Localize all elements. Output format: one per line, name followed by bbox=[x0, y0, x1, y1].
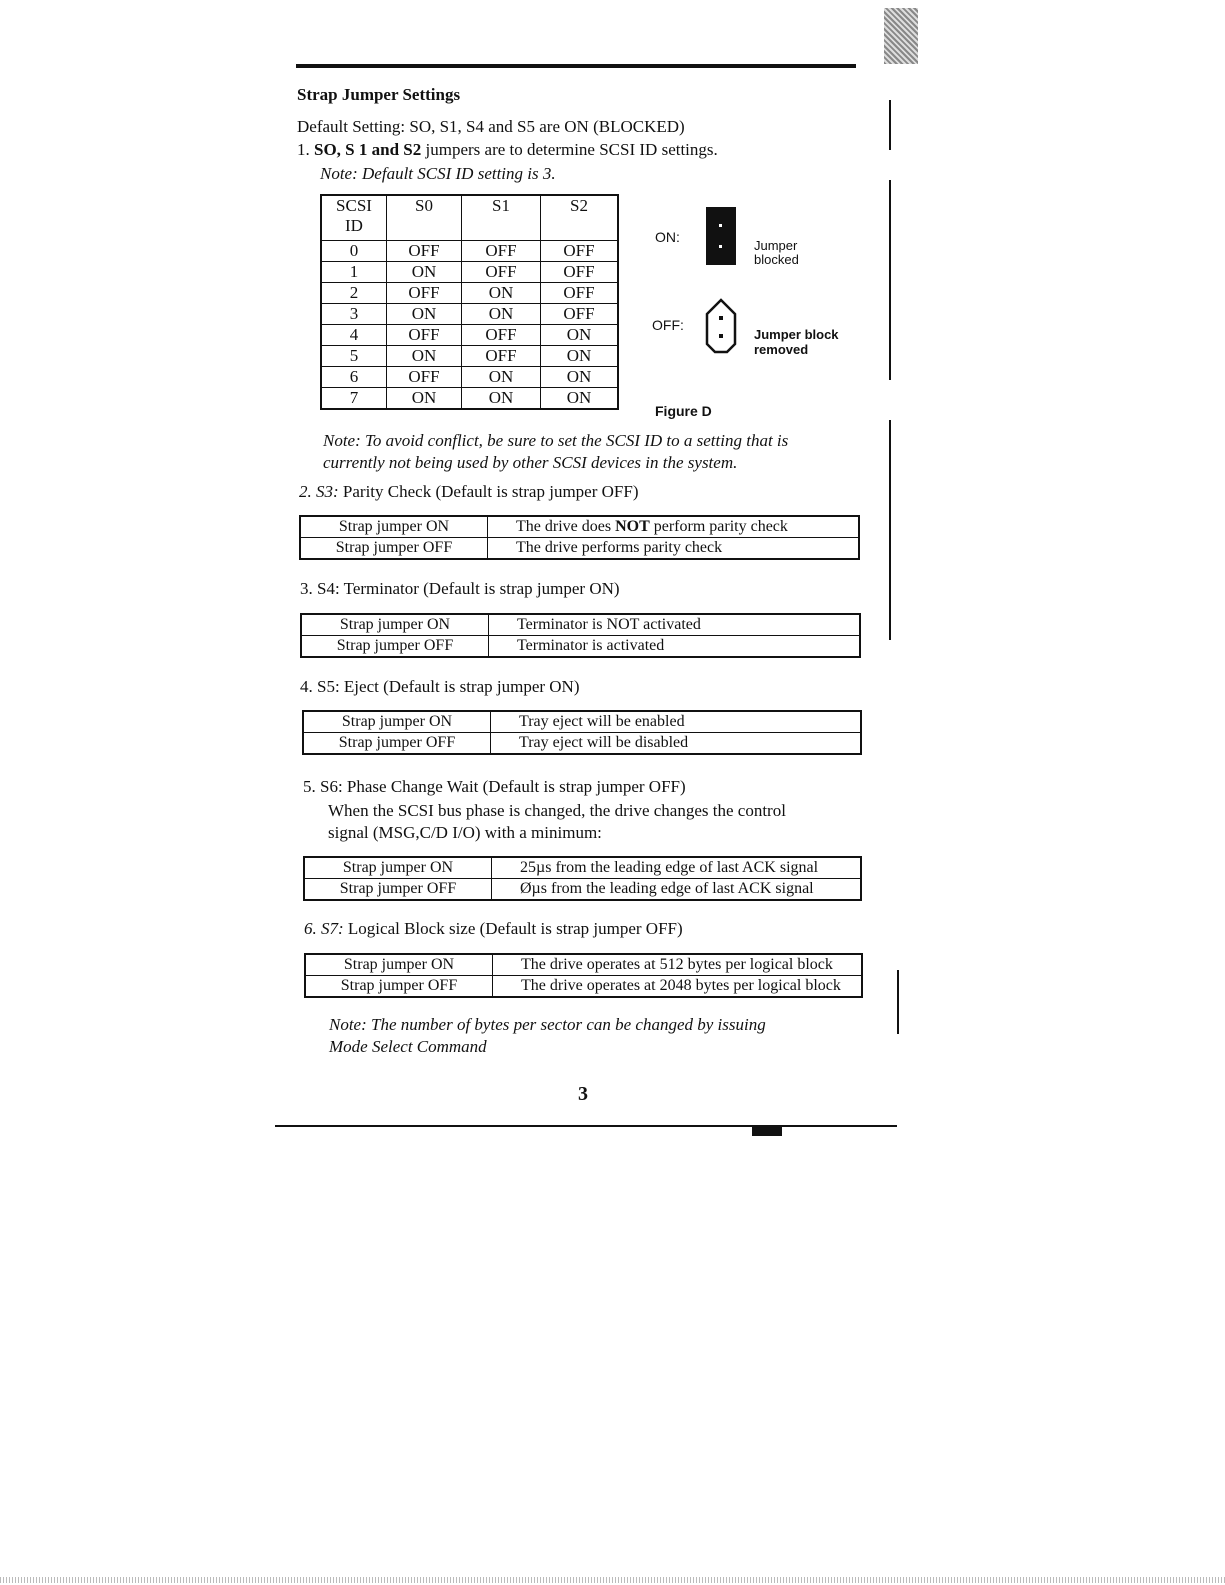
cell-s1: ON bbox=[462, 367, 541, 388]
item1-text-b: S2 bbox=[403, 140, 422, 159]
table-row bbox=[300, 516, 859, 538]
jumper-cell: Strap jumper ON bbox=[303, 711, 491, 733]
cell-s1: OFF bbox=[462, 262, 541, 283]
item3-heading: 3. S4: Terminator (Default is strap jumper ON) bbox=[300, 579, 620, 598]
desc-cell: 25µs from the leading edge of last ACK signal bbox=[492, 857, 862, 879]
figure-off-desc-1: Jumper block bbox=[754, 327, 839, 342]
desc-cell: Tray eject will be enabled bbox=[491, 711, 862, 733]
header-scsi-id: SCSI ID bbox=[321, 195, 387, 241]
item6-heading-b: Logical Block size (Default is strap jumper OFF) bbox=[347, 919, 683, 938]
conflict-note-line1: Note: To avoid conflict, be sure to set the SCSI ID to a setting that is bbox=[323, 431, 789, 450]
table-row bbox=[304, 857, 861, 879]
item5-heading: 5. S6: Phase Change Wait (Default is strap jumper OFF) bbox=[303, 777, 686, 796]
table-row bbox=[303, 711, 861, 733]
cell-s1: OFF bbox=[462, 346, 541, 367]
desc-cell: Terminator is NOT activated bbox=[489, 614, 861, 636]
jumper-cell: Strap jumper ON bbox=[300, 516, 488, 538]
logical-block-table bbox=[304, 953, 863, 998]
figure-on-desc-1: Jumper bbox=[754, 238, 798, 253]
table-row bbox=[300, 538, 859, 560]
table-row bbox=[301, 614, 860, 636]
cell-s2: OFF bbox=[541, 283, 619, 304]
table-row bbox=[321, 304, 618, 325]
desc-cell: Tray eject will be disabled bbox=[491, 733, 862, 755]
bottom-rule-mark bbox=[752, 1126, 782, 1136]
desc-cell: The drive operates at 2048 bytes per logical block bbox=[493, 976, 863, 998]
final-note-line2: Mode Select Command bbox=[329, 1037, 487, 1056]
parity-check-table bbox=[299, 515, 860, 560]
jumper-cell: Strap jumper ON bbox=[301, 614, 489, 636]
conflict-note-line2: currently not being used by other SCSI devices in the system. bbox=[323, 453, 738, 472]
table-row bbox=[321, 241, 618, 262]
cell-s0: OFF bbox=[387, 241, 462, 262]
jumper-cell: Strap jumper ON bbox=[304, 857, 492, 879]
item2-heading bbox=[299, 481, 638, 503]
item4-heading: 4. S5: Eject (Default is strap jumper ON) bbox=[300, 677, 580, 696]
desc-b: NOT bbox=[615, 518, 650, 535]
table-row bbox=[321, 325, 618, 346]
cell-s2: OFF bbox=[541, 262, 619, 283]
cell-s2: ON bbox=[541, 367, 619, 388]
header-s1: S1 bbox=[462, 195, 541, 241]
margin-line-3 bbox=[889, 420, 891, 640]
cell-s0: OFF bbox=[387, 367, 462, 388]
margin-line-2 bbox=[889, 180, 891, 380]
item5-para2: signal (MSG,C/D I/O) with a minimum: bbox=[328, 823, 602, 842]
cell-id: 0 bbox=[321, 241, 387, 262]
final-note-line1: Note: The number of bytes per sector can be changed by issuing bbox=[329, 1015, 766, 1034]
jumper-removed-icon bbox=[703, 296, 739, 360]
table-row bbox=[305, 976, 862, 998]
desc-cell: Øµs from the leading edge of last ACK signal bbox=[492, 879, 862, 901]
cell-id: 2 bbox=[321, 283, 387, 304]
jumper-cell: Strap jumper OFF bbox=[303, 733, 491, 755]
cell-s0: ON bbox=[387, 346, 462, 367]
phase-change-table bbox=[303, 856, 862, 901]
figure-off-label: OFF: bbox=[652, 317, 684, 333]
item2-heading-b: Parity Check (Default is strap jumper OFF) bbox=[342, 482, 639, 501]
jumper-cell: Strap jumper ON bbox=[305, 954, 493, 976]
default-setting: Default Setting: SO, S1, S4 and S5 are ON (BLOCKED) bbox=[297, 117, 685, 136]
table-row bbox=[321, 388, 618, 410]
figure-off-desc-2: removed bbox=[754, 342, 809, 357]
desc-cell: The drive performs parity check bbox=[488, 538, 860, 560]
cell-s2: ON bbox=[541, 325, 619, 346]
scsi-id-table bbox=[320, 194, 619, 410]
cell-s0: ON bbox=[387, 262, 462, 283]
page-heading: Strap Jumper Settings bbox=[297, 85, 461, 104]
jumper-cell: Strap jumper OFF bbox=[300, 538, 488, 560]
cell-id: 1 bbox=[321, 262, 387, 283]
table-row bbox=[321, 346, 618, 367]
item1-number: 1. bbox=[297, 140, 310, 159]
cell-s1: ON bbox=[462, 388, 541, 410]
item1-text-a: SO, S 1 and bbox=[314, 140, 404, 159]
cell-s0: OFF bbox=[387, 325, 462, 346]
figure-caption: Figure D bbox=[655, 403, 712, 419]
desc-a: The drive does bbox=[516, 518, 616, 535]
cell-id: 7 bbox=[321, 388, 387, 410]
desc-cell: Terminator is activated bbox=[489, 636, 861, 658]
cell-s0: ON bbox=[387, 304, 462, 325]
table-row bbox=[304, 879, 861, 901]
cell-s2: ON bbox=[541, 346, 619, 367]
figure-off-desc bbox=[754, 327, 839, 357]
item6-heading bbox=[304, 918, 683, 940]
item1-line bbox=[297, 139, 718, 161]
scan-edge-mark bbox=[884, 8, 918, 64]
jumper-blocked-icon bbox=[706, 207, 736, 265]
cell-s0: ON bbox=[387, 388, 462, 410]
table-row bbox=[321, 283, 618, 304]
desc-cell bbox=[488, 516, 860, 538]
table-header-row bbox=[321, 195, 618, 241]
item5-para1: When the SCSI bus phase is changed, the drive changes the control bbox=[328, 801, 786, 820]
header-s0: S0 bbox=[387, 195, 462, 241]
desc-cell: The drive operates at 512 bytes per logical block bbox=[493, 954, 863, 976]
eject-table bbox=[302, 710, 862, 755]
cell-s0: OFF bbox=[387, 283, 462, 304]
cell-s1: ON bbox=[462, 283, 541, 304]
item2-heading-a: 2. S3: bbox=[299, 482, 343, 501]
item6-heading-a: 6. S7: bbox=[304, 919, 348, 938]
cell-id: 3 bbox=[321, 304, 387, 325]
figure-on-label: ON: bbox=[655, 229, 680, 245]
cell-s2: OFF bbox=[541, 304, 619, 325]
item1-text-c: jumpers are to determine SCSI ID settings. bbox=[421, 140, 718, 159]
top-rule bbox=[296, 64, 856, 68]
cell-id: 5 bbox=[321, 346, 387, 367]
cell-s1: OFF bbox=[462, 241, 541, 262]
desc-c: perform parity check bbox=[649, 518, 788, 535]
table-row bbox=[303, 733, 861, 755]
figure-on-desc-2: blocked bbox=[754, 252, 799, 267]
item1-note: Note: Default SCSI ID setting is 3. bbox=[320, 164, 556, 183]
bottom-scan-edge bbox=[0, 1577, 1225, 1583]
page-number: 3 bbox=[578, 1083, 588, 1105]
cell-s2: ON bbox=[541, 388, 619, 410]
table-row bbox=[321, 262, 618, 283]
jumper-cell: Strap jumper OFF bbox=[305, 976, 493, 998]
table-row bbox=[321, 367, 618, 388]
cell-id: 6 bbox=[321, 367, 387, 388]
figure-on-desc bbox=[754, 239, 799, 267]
margin-line-1 bbox=[889, 100, 891, 150]
header-s2: S2 bbox=[541, 195, 619, 241]
cell-s1: OFF bbox=[462, 325, 541, 346]
table-row bbox=[305, 954, 862, 976]
table-row bbox=[301, 636, 860, 658]
jumper-cell: Strap jumper OFF bbox=[301, 636, 489, 658]
cell-id: 4 bbox=[321, 325, 387, 346]
cell-s1: ON bbox=[462, 304, 541, 325]
jumper-cell: Strap jumper OFF bbox=[304, 879, 492, 901]
bottom-rule bbox=[275, 1125, 897, 1127]
cell-s2: OFF bbox=[541, 241, 619, 262]
margin-line-4 bbox=[897, 970, 899, 1034]
terminator-table bbox=[300, 613, 861, 658]
